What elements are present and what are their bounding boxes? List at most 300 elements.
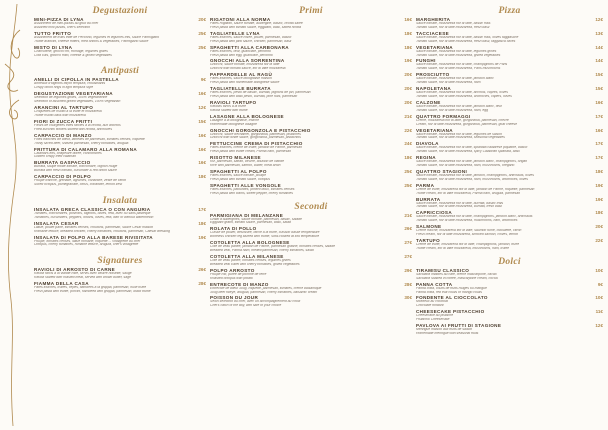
item-price: 19€ bbox=[198, 234, 206, 240]
item-desc-en: Chef's catch of the day, with side of your choice bbox=[210, 304, 282, 308]
item-desc-en: Tomato sauce, fior di latte mozzarella, fresh basil, taggiasca olives bbox=[416, 39, 516, 43]
item-name: VEGETARIANA bbox=[416, 44, 453, 50]
item-desc-en: Fresh pasta with truffle, porcini, flambéed with grappa, parmesan, black truffle bbox=[34, 290, 151, 294]
item-price: 25€ bbox=[404, 182, 412, 188]
item-price: 21€ bbox=[404, 212, 412, 218]
item-desc-fr: Sauce tomate, mozzarella fior di latte, légumes grillés bbox=[416, 49, 497, 53]
item-price: 15€ bbox=[198, 118, 206, 124]
item-desc-en: Homemade meringue with seasonal fruits bbox=[416, 331, 479, 335]
item-price: 16€ bbox=[198, 160, 206, 166]
item-desc-en: Fresh pasta with egg, guanciale, pecorino bbox=[210, 53, 273, 57]
menu-column-right bbox=[416, 5, 603, 426]
item-desc-fr: Selon sélection du chef, avec un accompagnement au choix bbox=[210, 300, 301, 304]
item-desc-fr: Poulpe, tomates cerises, laitue romaine, roquette ... vinaigrette du chef bbox=[34, 239, 141, 243]
item-desc-en: Truffle cream, fior di latte mozzarella, Parma ham, arugula, parmesan bbox=[416, 191, 521, 195]
menu-column-left bbox=[34, 5, 206, 426]
item-desc-fr: Sauce tomate, mozzarella fior di latte, burrata, basilic frais bbox=[416, 201, 504, 205]
item-name: INSALATA CESAR bbox=[34, 220, 79, 226]
item-desc-fr: Sauce tomate, mozzarella fior di latte, jambon blanc, champignons, origan bbox=[416, 160, 528, 164]
item-desc-en: Truffle cream, fior di latte mozzarella, mushrooms, ham, truffle bbox=[416, 246, 510, 250]
menu-item bbox=[210, 268, 412, 281]
item-name: SPAGHETTI ALLE VONGOLE bbox=[210, 182, 281, 188]
menu-item bbox=[34, 77, 206, 90]
item-desc-en: Crispy onion rings in light tempura style bbox=[34, 86, 94, 90]
item-desc-fr: Entrecôte de bœuf 300g, roquette, parmesan, tomates, crème balsamique bbox=[210, 286, 322, 290]
item-desc-fr: Croquettes de risotto à la truffe et mozzarella bbox=[34, 110, 102, 114]
item-price: 12€ bbox=[595, 17, 603, 22]
menu-item bbox=[210, 86, 412, 99]
item-price: 26€ bbox=[404, 226, 412, 232]
item-desc-en: Tomato sauce, fior di latte mozzarella, anchovies, capers, olives bbox=[416, 94, 512, 98]
item-desc-fr: Fines tranches de bœuf, lamelles de parmesan, tomates cerises, roquette bbox=[34, 137, 145, 141]
item-desc-fr: Sauce tomate, mozzarella fior di latte, basilic frais, olives taggiasche bbox=[416, 35, 519, 39]
menu-item bbox=[416, 72, 603, 85]
menu-item bbox=[210, 100, 412, 113]
item-desc-fr: Tomates, concombres, poivrons, oignons, olives, feta, avec ou sans pastèque bbox=[34, 211, 151, 215]
item-desc-en: Savoiardi soaked in coffee, mascarpone cream, cocoa bbox=[416, 276, 498, 280]
item-desc-fr: Gratin d'aubergines, sauce tomate, parmesan, basilic, salade bbox=[210, 217, 302, 221]
item-desc-fr: Sauce tomate, mozzarella fior di latte, basilic frais bbox=[416, 22, 491, 25]
menu-item bbox=[34, 105, 206, 118]
item-desc-en: Roasted octopus with potato bbox=[210, 276, 253, 280]
item-desc-en: Tomato sauce, fior di latte mozzarella, mushrooms, ham, artichokes bbox=[416, 219, 518, 223]
item-desc-fr: Sauce tomate, mozzarella fior di latte, champignons de Paris bbox=[416, 63, 508, 67]
menu-item bbox=[210, 240, 412, 253]
item-name: ROLATA DI POLLO bbox=[210, 226, 257, 232]
item-price: 25€ bbox=[198, 44, 206, 50]
item-price: 16€ bbox=[198, 91, 206, 97]
menu-item bbox=[210, 169, 412, 182]
item-desc-fr: Pâtes fraîches, crème de truffe, jambon de Parme, parmesan bbox=[210, 146, 302, 150]
menu-item bbox=[34, 221, 206, 234]
menu-item bbox=[416, 114, 603, 127]
item-desc-fr: Côte de veau panée, tomates cerises, légumes grillés bbox=[210, 259, 291, 262]
item-name: CARPACCIO DI POLPO bbox=[34, 174, 92, 180]
item-name: GNOCCHI GORGONZOLA E PISTACCHIO bbox=[210, 127, 311, 133]
menu-item bbox=[34, 281, 206, 294]
item-name: NAPOLETANA bbox=[416, 86, 452, 92]
menu-item bbox=[416, 100, 603, 113]
item-desc-en: Thinly sliced beef, shaved parmesan, cherry tomatoes, arugula bbox=[34, 141, 129, 145]
item-price: 28€ bbox=[404, 281, 412, 287]
menu-item bbox=[416, 295, 603, 308]
item-price: 30€ bbox=[404, 295, 412, 301]
item-desc-fr: Assortment de mini-pizzas au goût du chef bbox=[34, 22, 99, 25]
menu-item bbox=[416, 238, 603, 251]
item-name: INSALATA DI POLPO ALLA BARESE RIVISITATA bbox=[34, 234, 153, 240]
item-name: POLPO ARROSTO bbox=[210, 267, 255, 273]
menu-item bbox=[210, 213, 412, 226]
item-price: 13€ bbox=[595, 30, 603, 36]
item-name: PARMA bbox=[416, 182, 435, 188]
item-desc-fr: Côte de veau panée, jambon de Parme, parmesan gratiné, tomates cerises, salade bbox=[210, 245, 335, 249]
item-name: MISTO DI LYNA bbox=[34, 44, 73, 50]
item-desc-en: Sliced octopus, pomegranate, citrus, coriander, lemon zest bbox=[34, 183, 123, 187]
menu-item bbox=[210, 45, 412, 58]
item-name: DEGUSTAZIONE VEGETARIANA bbox=[34, 91, 113, 97]
item-desc-fr: Panna cotta, coulis de fruits rouges ou mangue bbox=[416, 286, 487, 290]
item-name: ARANCINI AL TARTUFO bbox=[34, 105, 94, 111]
item-name: TIRAMISU CLASSICO bbox=[416, 267, 470, 273]
menu-item bbox=[34, 45, 206, 58]
item-desc-en: Boneless chicken leg stuffed with truffle, slow-cooked at low temperature bbox=[210, 235, 320, 239]
item-desc-fr: Calamars frits, chapelure dorée, concombres bbox=[34, 151, 102, 155]
item-desc-en: Pistachio Cheesecake bbox=[416, 318, 450, 322]
item-desc-en: Tomato sauce, fior di latte mozzarella, ham bbox=[416, 81, 481, 85]
item-desc-fr: Lasagne à la bolognaise, fraîche bbox=[210, 118, 260, 122]
menu-item bbox=[34, 31, 206, 44]
item-desc-en: Gnocchi with white sauce, gorgonzola, parmesan, pistachios bbox=[210, 136, 301, 140]
menu-item bbox=[210, 141, 412, 154]
item-name: TARTUFO bbox=[416, 238, 441, 243]
item-desc-fr: Pâtes fraîches, œuf, guanciale, pecorino bbox=[210, 49, 271, 53]
item-desc-en: Rice with parmesan, saffron, butter, meat broth bbox=[210, 164, 281, 168]
section-degustazioni bbox=[34, 17, 206, 57]
item-desc-en: Breaded veal, Parma ham, melted parmesan, cherry tomatoes, salad bbox=[210, 249, 314, 253]
menu-item bbox=[210, 17, 412, 30]
item-price: 20€ bbox=[595, 224, 603, 230]
menu-item bbox=[210, 295, 412, 308]
item-desc-fr: Poulpe rôti, purée de pomme de terre bbox=[210, 272, 267, 276]
item-name: PARMIGIANA DI MELANZANE bbox=[210, 212, 284, 218]
item-price: 27€ bbox=[404, 240, 412, 246]
item-name: CALZONE bbox=[416, 99, 441, 105]
item-name: CARPACCIO DI MANZO bbox=[34, 132, 92, 138]
item-desc-en: Tomato sauce, fior di latte mozzarella, ham, egg bbox=[416, 108, 489, 112]
item-name: COTOLETTA ALLA BOLOGNESE bbox=[210, 240, 290, 246]
section-primi bbox=[210, 17, 412, 196]
menu-item bbox=[34, 267, 206, 280]
item-name: MARGHERITA bbox=[416, 17, 451, 22]
item-desc-en: Ravioli stuffed with truffle bbox=[210, 108, 248, 112]
item-desc-en: Tomato sauce, fior di latte mozzarella, Paris mushrooms bbox=[416, 67, 501, 71]
menu-item bbox=[34, 235, 206, 248]
section-antipasti bbox=[34, 77, 206, 187]
item-desc-fr: Pâtes fraîches, pesto de basilic, burrata, pignons de pin, parmesan bbox=[210, 91, 311, 95]
item-name: SPAGHETTI AL POLPO bbox=[210, 168, 267, 174]
item-desc-en: Panna cotta, red fruit coulis or mango coulis bbox=[416, 290, 482, 294]
item-price: 17€ bbox=[595, 113, 603, 119]
item-price: 9€ bbox=[200, 77, 206, 83]
item-desc-en: Breaded veal cutlet with cherry tomatoes, grilled vegetables bbox=[210, 262, 300, 266]
item-desc-en: Fried zucchini flowers stuffed with ricotta, anchovies bbox=[34, 127, 113, 131]
item-desc-fr: Riz, parmesan, safran, beurre, bouillon de viande bbox=[210, 160, 285, 164]
item-price: 25€ bbox=[404, 168, 412, 174]
item-price: 18€ bbox=[198, 220, 206, 226]
item-desc-fr: Pâtes fraîches, sauce rosée, poulet, parmesan, basilic bbox=[210, 35, 292, 39]
item-price: 19€ bbox=[595, 196, 603, 202]
item-desc-en: Fresh pasta with pink sauce, chicken, parmesan, basil bbox=[210, 39, 292, 43]
item-price: 20€ bbox=[404, 72, 412, 78]
item-name: BURRATA GASPACCIO bbox=[34, 160, 91, 166]
item-desc-en: Tomato sauce, fior di latte mozzarella, burrata, fresh basil bbox=[416, 205, 502, 209]
menu-item bbox=[416, 183, 603, 196]
item-name: QUATTRO FORMAGGI bbox=[416, 113, 471, 119]
item-desc-fr: Sauce tomate, mozzarella fior di latte, jambon, champignons, artichauts, olives bbox=[416, 173, 534, 177]
item-price: 18€ bbox=[595, 210, 603, 216]
item-price: 11€ bbox=[595, 309, 603, 315]
item-price: 17€ bbox=[198, 206, 206, 212]
item-price: 14€ bbox=[595, 44, 603, 50]
item-name: TUTTO FRITTO bbox=[34, 30, 72, 36]
item-desc-en: Tomato sauce, fior di latte mozzarella, spicy Calabrian spianata, basil bbox=[416, 150, 520, 154]
item-price: 21€ bbox=[404, 113, 412, 119]
item-name: FONDENTE AL CIOCCOLATO bbox=[416, 295, 488, 301]
item-name: PROSCIUTTO bbox=[416, 72, 450, 78]
item-name: RIGATONI ALLA NORMA bbox=[210, 17, 271, 22]
item-desc-fr: Pâtes fraîches, sauce bolognaise maison bbox=[210, 77, 272, 81]
item-price: 16€ bbox=[198, 146, 206, 152]
item-desc-fr: Sauce tomate, mozzarella fior di latte, jambon blanc, œuf bbox=[416, 104, 502, 108]
item-name: BURRATA bbox=[416, 196, 441, 202]
item-desc-en: Selection of assorted grilled vegetables, 100% vegetarian bbox=[34, 100, 121, 104]
menu-item bbox=[416, 45, 603, 58]
item-desc-fr: Sauce tomate, mozzarella fior di latte, légumes de saison bbox=[416, 132, 502, 136]
menu-item bbox=[416, 282, 603, 295]
item-desc-en: Chocolate fondant bbox=[416, 304, 444, 308]
item-desc-en: Eggplant gratin, tomato sauce, parmesan, basil, salad bbox=[210, 221, 291, 225]
item-name: POISSON DU JOUR bbox=[210, 295, 259, 301]
item-desc-en: Golden crispy fried calamari bbox=[34, 155, 77, 159]
item-desc-fr: Pâtes fraîches, palourdes, piment doux, tomates cerises bbox=[210, 187, 295, 191]
item-name: REGINA bbox=[416, 155, 436, 161]
item-desc-en: Fresh cream, fior di latte mozzarella, smoked salmon, chives, lemon bbox=[416, 233, 519, 237]
item-desc-en: Truffle risotto balls with mozzarella bbox=[34, 113, 86, 117]
item-price: 20€ bbox=[404, 99, 412, 105]
item-name: TAGLIATELLE LYNA bbox=[210, 30, 260, 36]
item-desc-fr: Crème de truffe, mozzarella fior di latte, champignons, jambon, truffe bbox=[416, 243, 520, 246]
item-price: 22€ bbox=[404, 127, 412, 133]
item-desc-en: Tomato sauce, fior di latte mozzarella, fresh basil bbox=[416, 25, 490, 29]
item-desc-en: Fresh pasta with clams, sweet pepper, cherry tomatoes bbox=[210, 191, 293, 195]
section-title-antipasti: Antipasti bbox=[100, 66, 140, 77]
item-desc-en: Octopus, cherry tomatoes, romaine lettuce, arugula, chef's vinaigrette bbox=[34, 243, 139, 247]
section-secondi bbox=[210, 213, 412, 309]
item-price: 25€ bbox=[198, 30, 206, 36]
menu-item bbox=[210, 72, 412, 85]
item-desc-fr: Fleurs de courgettes frites farcies à la ricotta, aux anchois bbox=[34, 123, 121, 127]
item-name: FETTUCCINE CREMA DI PISTACCHIO bbox=[210, 141, 303, 147]
item-desc-fr: Gnocchi, sauce béchamel, gorgonzola, parmesan, pistaches bbox=[210, 132, 301, 136]
item-price: 19€ bbox=[595, 182, 603, 188]
item-desc-fr: Anneaux d'oignons façon tempura, croustillants bbox=[34, 82, 106, 86]
menu-item bbox=[416, 224, 603, 237]
section-dolci bbox=[416, 268, 603, 336]
item-desc-fr: Poulpe tranché, grenade, agrumes, coriandre, zeste de citron bbox=[34, 179, 127, 183]
item-desc-fr: Burrata, soupe froide tomate, concombre, oignon rouge bbox=[34, 165, 118, 169]
menu-item bbox=[210, 128, 412, 141]
item-price: 18€ bbox=[404, 44, 412, 50]
item-price: 29€ bbox=[404, 267, 412, 273]
lyna-logo-icon bbox=[0, 0, 26, 430]
section-title-insalata: Insalata bbox=[102, 195, 138, 206]
item-price: 17€ bbox=[595, 155, 603, 161]
item-price: 9€ bbox=[597, 281, 603, 287]
menu-item bbox=[210, 58, 412, 71]
item-desc-fr: Charcuterie, gnocco frit, fromage, légumes grillés bbox=[34, 49, 108, 53]
item-name: TAGLIATELLE BURRATA bbox=[210, 86, 271, 92]
item-desc-fr: Ravioli farcis à la viande rôtie, servis avec beurre noisette, sauge bbox=[34, 272, 132, 276]
menu-item bbox=[210, 114, 412, 127]
item-name: LASAGNE ALLA BOLOGNESE bbox=[210, 113, 284, 119]
item-desc-fr: Assortiment de fruits fritte de Pecorino, légumes et légumes frits, sauce Parmigiano bbox=[34, 35, 160, 39]
item-desc-en: Fresh pasta with basil pesto, burrata, pine nuts, parmesan bbox=[210, 94, 298, 98]
item-desc-en: Fresh pasta with tomato sauce, eggplant, basil, salted ricotta bbox=[210, 25, 302, 29]
item-desc-fr: Pâtes fraîches, truffes, cèpes, flambées à la grappa, parmesan, huile truffe bbox=[34, 286, 147, 290]
item-desc-fr: Crème fraîche, mozzarella fior di latte, saumon fumé, ciboulette, citron bbox=[416, 229, 522, 233]
item-name: PAPPARDELLE AL RAGÙ bbox=[210, 72, 273, 78]
item-price: 19€ bbox=[404, 58, 412, 64]
item-desc-fr: Gnocchi, sauce tomate, mozzarella fior di latte bbox=[210, 63, 280, 67]
item-desc-en: Burrata with fresh tomato, cucumber & red onion sauce bbox=[34, 169, 117, 173]
menu-item bbox=[416, 155, 603, 168]
menu-item bbox=[34, 91, 206, 104]
menu-item bbox=[210, 254, 412, 267]
menu-item bbox=[416, 210, 603, 223]
item-name: RAVIOLI TARTUFO bbox=[210, 99, 257, 105]
menu-item bbox=[210, 31, 412, 44]
item-name: ANELLI DI CIPOLLA IN PASTELLA bbox=[34, 77, 119, 83]
menu-item bbox=[416, 197, 603, 210]
menu-item bbox=[416, 268, 603, 281]
item-desc-fr: Sauce tomate, mozzarella fior di latte, champignons, jambon blanc, artichauts bbox=[416, 215, 533, 219]
menu-item bbox=[416, 86, 603, 99]
item-name: FIAMMA DELLA CASA bbox=[34, 281, 89, 287]
item-desc-en: Tomato sauce, fior di latte mozzarella, ham, mushrooms, oregano bbox=[416, 164, 515, 168]
item-price: 17€ bbox=[595, 141, 603, 147]
item-price: 12€ bbox=[595, 323, 603, 329]
item-price: 18€ bbox=[595, 168, 603, 174]
menu-item bbox=[34, 17, 206, 30]
menu-item bbox=[34, 160, 206, 173]
item-name: FUNGHI bbox=[416, 58, 436, 64]
menu-column-middle bbox=[210, 5, 412, 426]
menu-item bbox=[34, 119, 206, 132]
item-desc-fr: Sauce tomate, mozzarella fior di latte, anchois, câpres, olives bbox=[416, 91, 508, 95]
item-price: 24€ bbox=[404, 141, 412, 147]
item-name: RAVIOLI DI ARROSTO DI CARNE bbox=[34, 267, 116, 273]
item-desc-fr: Crème, mozzarella fior di latte, gorgonzola, parmesan, chèvre bbox=[416, 118, 509, 122]
menu-item bbox=[210, 282, 412, 295]
item-desc-en: Tomatoes, cucumbers, peppers, onions, olives, feta, with or without watermelon bbox=[34, 215, 154, 219]
item-desc-fr: Sélection de légumes grillés, 100% végétarienne bbox=[34, 96, 108, 100]
item-desc-fr: Meringue maison aux fruits de saison bbox=[416, 328, 473, 332]
item-desc-en: Assorted mini pizzas, chef's selection bbox=[34, 25, 91, 29]
item-desc-fr: Crème de truffe, mozzarella fior di latte, jambon de Parme, roquette, parmesan bbox=[416, 187, 535, 191]
item-desc-fr: Cheesecake au pistache bbox=[416, 314, 454, 318]
item-name: TACCIACESE bbox=[416, 30, 450, 36]
menu-item bbox=[210, 155, 412, 168]
item-name: GNOCCHI ALLA SORRENTINA bbox=[210, 58, 285, 64]
item-desc-en: Fresh pasta with homemade bolognese sauce bbox=[210, 81, 280, 85]
item-price: 12€ bbox=[198, 105, 206, 111]
menu-item bbox=[210, 226, 412, 239]
item-desc-en: Cold cuts, gnocco fritto, cheese & grilled vegetables bbox=[34, 53, 112, 57]
section-insalata bbox=[34, 207, 206, 247]
item-desc-fr: Raviolis farcis à la truffe bbox=[210, 104, 246, 108]
section-title-degustazioni: Degustazioni bbox=[92, 6, 148, 16]
item-price: 10€ bbox=[595, 267, 603, 273]
menu-item bbox=[34, 147, 206, 160]
menu-item bbox=[34, 174, 206, 187]
item-desc-en: Truffle arancini, cheese fritters, fried onions & vegetables, Parmigiano sauce bbox=[34, 39, 149, 43]
item-desc-fr: Pâtes Rigatoni, sauce tomate, aubergine, basilic, ricotta salée bbox=[210, 22, 303, 25]
item-desc-en: Fresh pasta with truffle cream, Parma ham, parmesan bbox=[210, 150, 292, 154]
item-desc-en: Homemade bolognese lasagne bbox=[210, 122, 257, 126]
item-name: PAVLOVA AI FRUTTI DI STAGIONE bbox=[416, 323, 502, 329]
item-price: 16€ bbox=[595, 127, 603, 133]
item-price: 10€ bbox=[595, 295, 603, 301]
section-signatures bbox=[34, 267, 206, 294]
item-name: SPAGHETTI ALLA CARBONARA bbox=[210, 44, 289, 50]
section-title-signatures: Signatures bbox=[97, 256, 143, 267]
item-price: 15€ bbox=[595, 86, 603, 92]
item-name: VEGETARIANA bbox=[416, 127, 453, 133]
item-desc-en: Ravioli stuffed with roasted meat, served with brown butter, sage bbox=[34, 276, 131, 280]
item-price: 18€ bbox=[404, 155, 412, 161]
item-price: 20€ bbox=[198, 17, 206, 22]
section-title-primi: Primi bbox=[299, 6, 323, 16]
item-price: 14€ bbox=[595, 58, 603, 64]
item-desc-fr: Cuisse de poulet, désossée, farcie à la truffe, cuisson basse température bbox=[210, 231, 320, 235]
item-name: FRITTURA DI CALAMARO ALLA ROMANA bbox=[34, 146, 138, 152]
menu-item bbox=[416, 323, 603, 336]
item-name: DIAVOLA bbox=[416, 141, 439, 147]
item-price: 26€ bbox=[198, 267, 206, 273]
item-desc-fr: Sauce tomate, mozzarella fior di latte, spianata calabrese piquante, basilic bbox=[416, 146, 528, 150]
item-price: 22€ bbox=[595, 238, 603, 243]
menu-item bbox=[416, 128, 603, 141]
item-name: MINI-PIZZA DI LYNA bbox=[34, 17, 84, 22]
item-desc-en: Cream, fior di latte mozzarella, gorgonzola, parmesan, goat cheese bbox=[416, 122, 518, 126]
item-name: CHEESECAKE PISTACCHIO bbox=[416, 309, 485, 315]
menu-item bbox=[416, 141, 603, 154]
item-desc-fr: Savoiardi imbibés au café, crème mascarpone, cacao bbox=[416, 272, 497, 276]
item-desc-en: Gnocchi with tomato sauce, fior di latte mozzarella bbox=[210, 67, 286, 71]
section-title-pizza: Pizza bbox=[498, 6, 521, 16]
item-name: QUATTRO STAGIONI bbox=[416, 168, 468, 174]
item-desc-fr: Moelleux au chocolat bbox=[416, 300, 448, 304]
item-price: 20€ bbox=[404, 86, 412, 92]
item-price: 27€ bbox=[404, 254, 412, 259]
menu-item bbox=[34, 133, 206, 146]
item-price: 16€ bbox=[198, 132, 206, 138]
menu-item bbox=[416, 17, 603, 30]
item-name: FIORI DI ZUCCA FRITTI bbox=[34, 118, 93, 124]
item-desc-en: Tomato sauce, fior di latte mozzarella, ham, mushrooms, artichokes, olives bbox=[416, 177, 528, 181]
menu-item bbox=[416, 31, 603, 44]
section-title-secondi: Secondi bbox=[294, 201, 328, 212]
item-price: 16€ bbox=[404, 17, 412, 22]
item-desc-fr: Pâtes fraîches, sauce tomate, poulpe bbox=[210, 173, 266, 177]
logo-script bbox=[0, 0, 26, 430]
section-title-dolci: Dolci bbox=[498, 256, 521, 267]
item-desc-fr: Laitue, poulet pané, tomates cerises, croûtons, parmesan, sauce César maison bbox=[34, 225, 154, 229]
item-name: ENTRECOTE DI MANZO bbox=[210, 281, 269, 287]
item-name: PANNA COTTA bbox=[416, 281, 453, 287]
item-name: COTOLETTA ALLA MILANESE bbox=[210, 254, 284, 259]
menu-item bbox=[34, 207, 206, 220]
item-price: 18€ bbox=[198, 174, 206, 180]
menu-item bbox=[416, 169, 603, 182]
menu-item bbox=[416, 309, 603, 322]
item-desc-fr: Sauce tomate, mozzarella fior di latte, jambon blanc bbox=[416, 77, 494, 81]
item-name: INSALATA GRECA CLASSICA O CON ANGURIA bbox=[34, 206, 151, 212]
section-pizza bbox=[416, 17, 603, 251]
menu-item bbox=[416, 58, 603, 71]
item-desc-en: Romaine lettuce, breaded chicken, cherry tomatoes, croutons, parmesan, Caesar dressing bbox=[34, 229, 170, 233]
item-price: 18€ bbox=[404, 30, 412, 36]
